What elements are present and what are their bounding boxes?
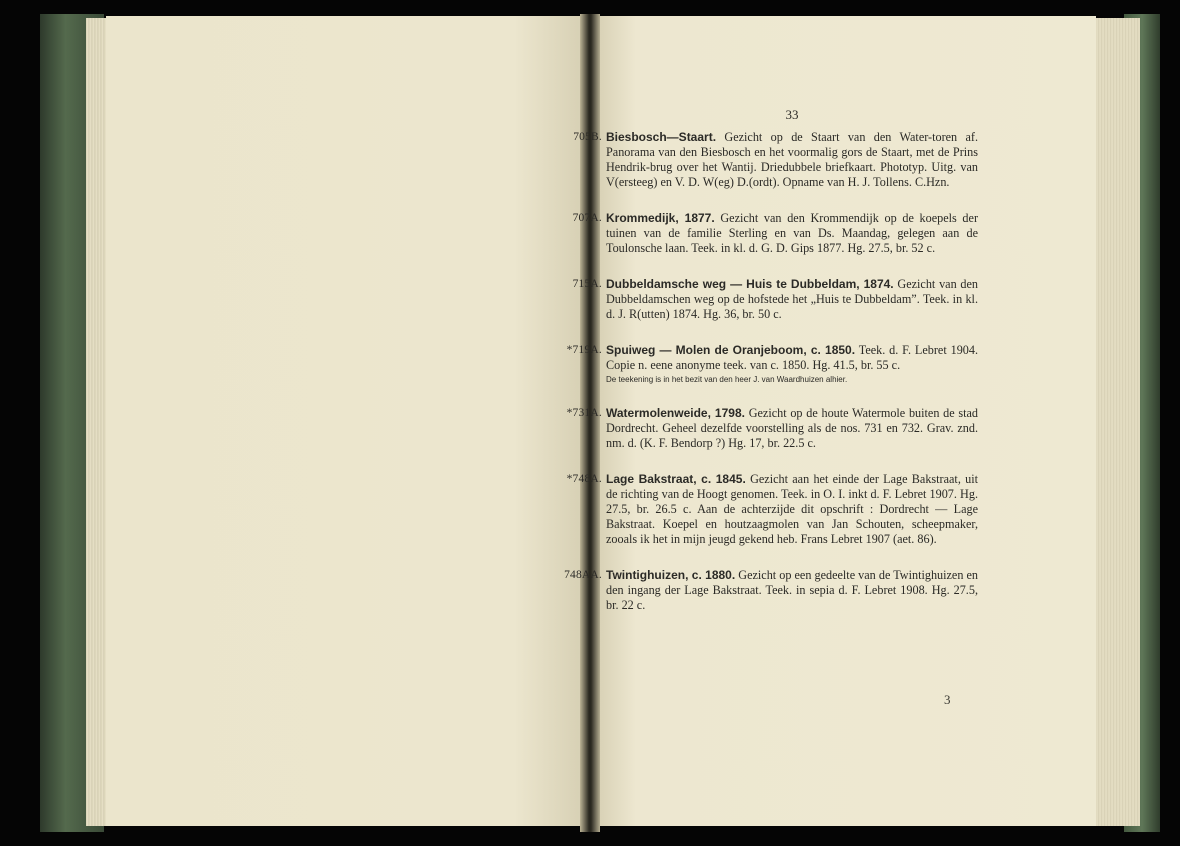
entry-heading: Twintighuizen, c. 1880. <box>606 568 736 582</box>
entry-note: De teekening is in het bezit van den heer J. van Waardhuizen alhier. <box>606 375 848 384</box>
entry-number: *731A. <box>566 407 602 419</box>
entry-heading: Spuiweg — Molen de Oranjeboom, c. 1850. <box>606 343 856 357</box>
entry-number: 707A. <box>572 212 602 224</box>
entry-heading: Dubbeldamsche weg — Huis te Dubbeldam, 1874. <box>606 277 894 291</box>
catalog-entry <box>572 277 979 322</box>
catalog-entry <box>566 343 979 385</box>
catalog-entry <box>566 406 979 451</box>
entry-body <box>606 472 978 547</box>
entry-description: Teek. d. F. Lebret 1904. Copie n. eene anonyme teek. van c. 1850. Hg. 41.5, br. 55 c. <box>606 343 979 372</box>
catalog-entry <box>572 211 978 256</box>
page-content <box>564 107 979 634</box>
entry-description: Gezicht van den Dubbeldamschen weg op de hofstede het „Huis te Dubbeldam”. Teek. in kl. d. J. R(utten) 1874. Hg. 36, br. 50 c. <box>606 277 979 321</box>
page-edges-right <box>1094 18 1140 826</box>
entry-heading: Krommedijk, 1877. <box>606 211 715 225</box>
entry-heading: Watermolenweide, 1798. <box>606 406 745 420</box>
entry-body <box>606 406 978 451</box>
catalog-entry <box>573 130 979 190</box>
entry-description: Gezicht op de houte Watermole buiten de stad Dordrecht. Geheel dezelfde voorstelling als de nos. 731 en 732. Grav. znd. nm. d. (K. F. Bendorp ?) Hg. 17, br. 22.5 c. <box>606 406 979 450</box>
entry-number: *719A. <box>566 344 602 356</box>
entry-description: Gezicht op de Staart van den Water-toren af. Panorama van den Biesbosch en het voormalig gors de Staart, met de Prins Hendrik-brug over het Wantij. Driedubbele briefkaart. Phototyp. Uitg. van V(ersteeg) en V. D. W(eg) D.(ordt). Opname van H. J. Tollens. C.Hzn. <box>606 130 979 189</box>
entry-body <box>606 568 978 613</box>
signature-mark: 3 <box>944 692 951 707</box>
entry-number: 748AA. <box>564 569 602 581</box>
catalog-entry <box>564 568 979 613</box>
entry-body <box>606 211 978 256</box>
catalog-entry <box>566 472 979 547</box>
blank-left-page <box>106 16 586 826</box>
entry-number: 715A. <box>572 278 602 290</box>
entry-description: Gezicht van den Krommendijk op de koepels der tuinen van de familie Sterling en van Ds. Maandag, gelegen aan de Toulonsche laan. Teek. in kl. d. G. D. Gips 1877. Hg. 27.5, br. 52 c. <box>606 211 978 255</box>
entry-number: *748A. <box>566 473 602 485</box>
entry-description: Gezicht op een gedeelte van de Twintighuizen en den ingang der Lage Bakstraat. Teek. in sepia d. F. Lebret 1908. Hg. 27.5, br. 22 c. <box>606 568 979 612</box>
entry-body <box>606 343 978 385</box>
entry-heading: Lage Bakstraat, c. 1845. <box>606 472 746 486</box>
entry-heading: Biesbosch—Staart. <box>606 130 717 144</box>
entry-description: Gezicht aan het einde der Lage Bakstraat, uit de richting van de Hoogt genomen. Teek. in O. I. inkt d. F. Lebret 1907. Hg. 27.5, br. 26.5 c. Aan de achterzijde dit opschrift : Dordrecht — Lage Bakstraat. Koepel en houtzaagmolen van Jan Schouten, scheepmaker, zooals ik het in mijn jeugd gekend heb. Frans Lebret 1907 (aet. 86). <box>606 472 979 546</box>
entry-number: 705B. <box>573 131 602 143</box>
entry-body <box>606 277 978 322</box>
entry-body <box>606 130 978 190</box>
page-number: 33 <box>785 107 799 122</box>
